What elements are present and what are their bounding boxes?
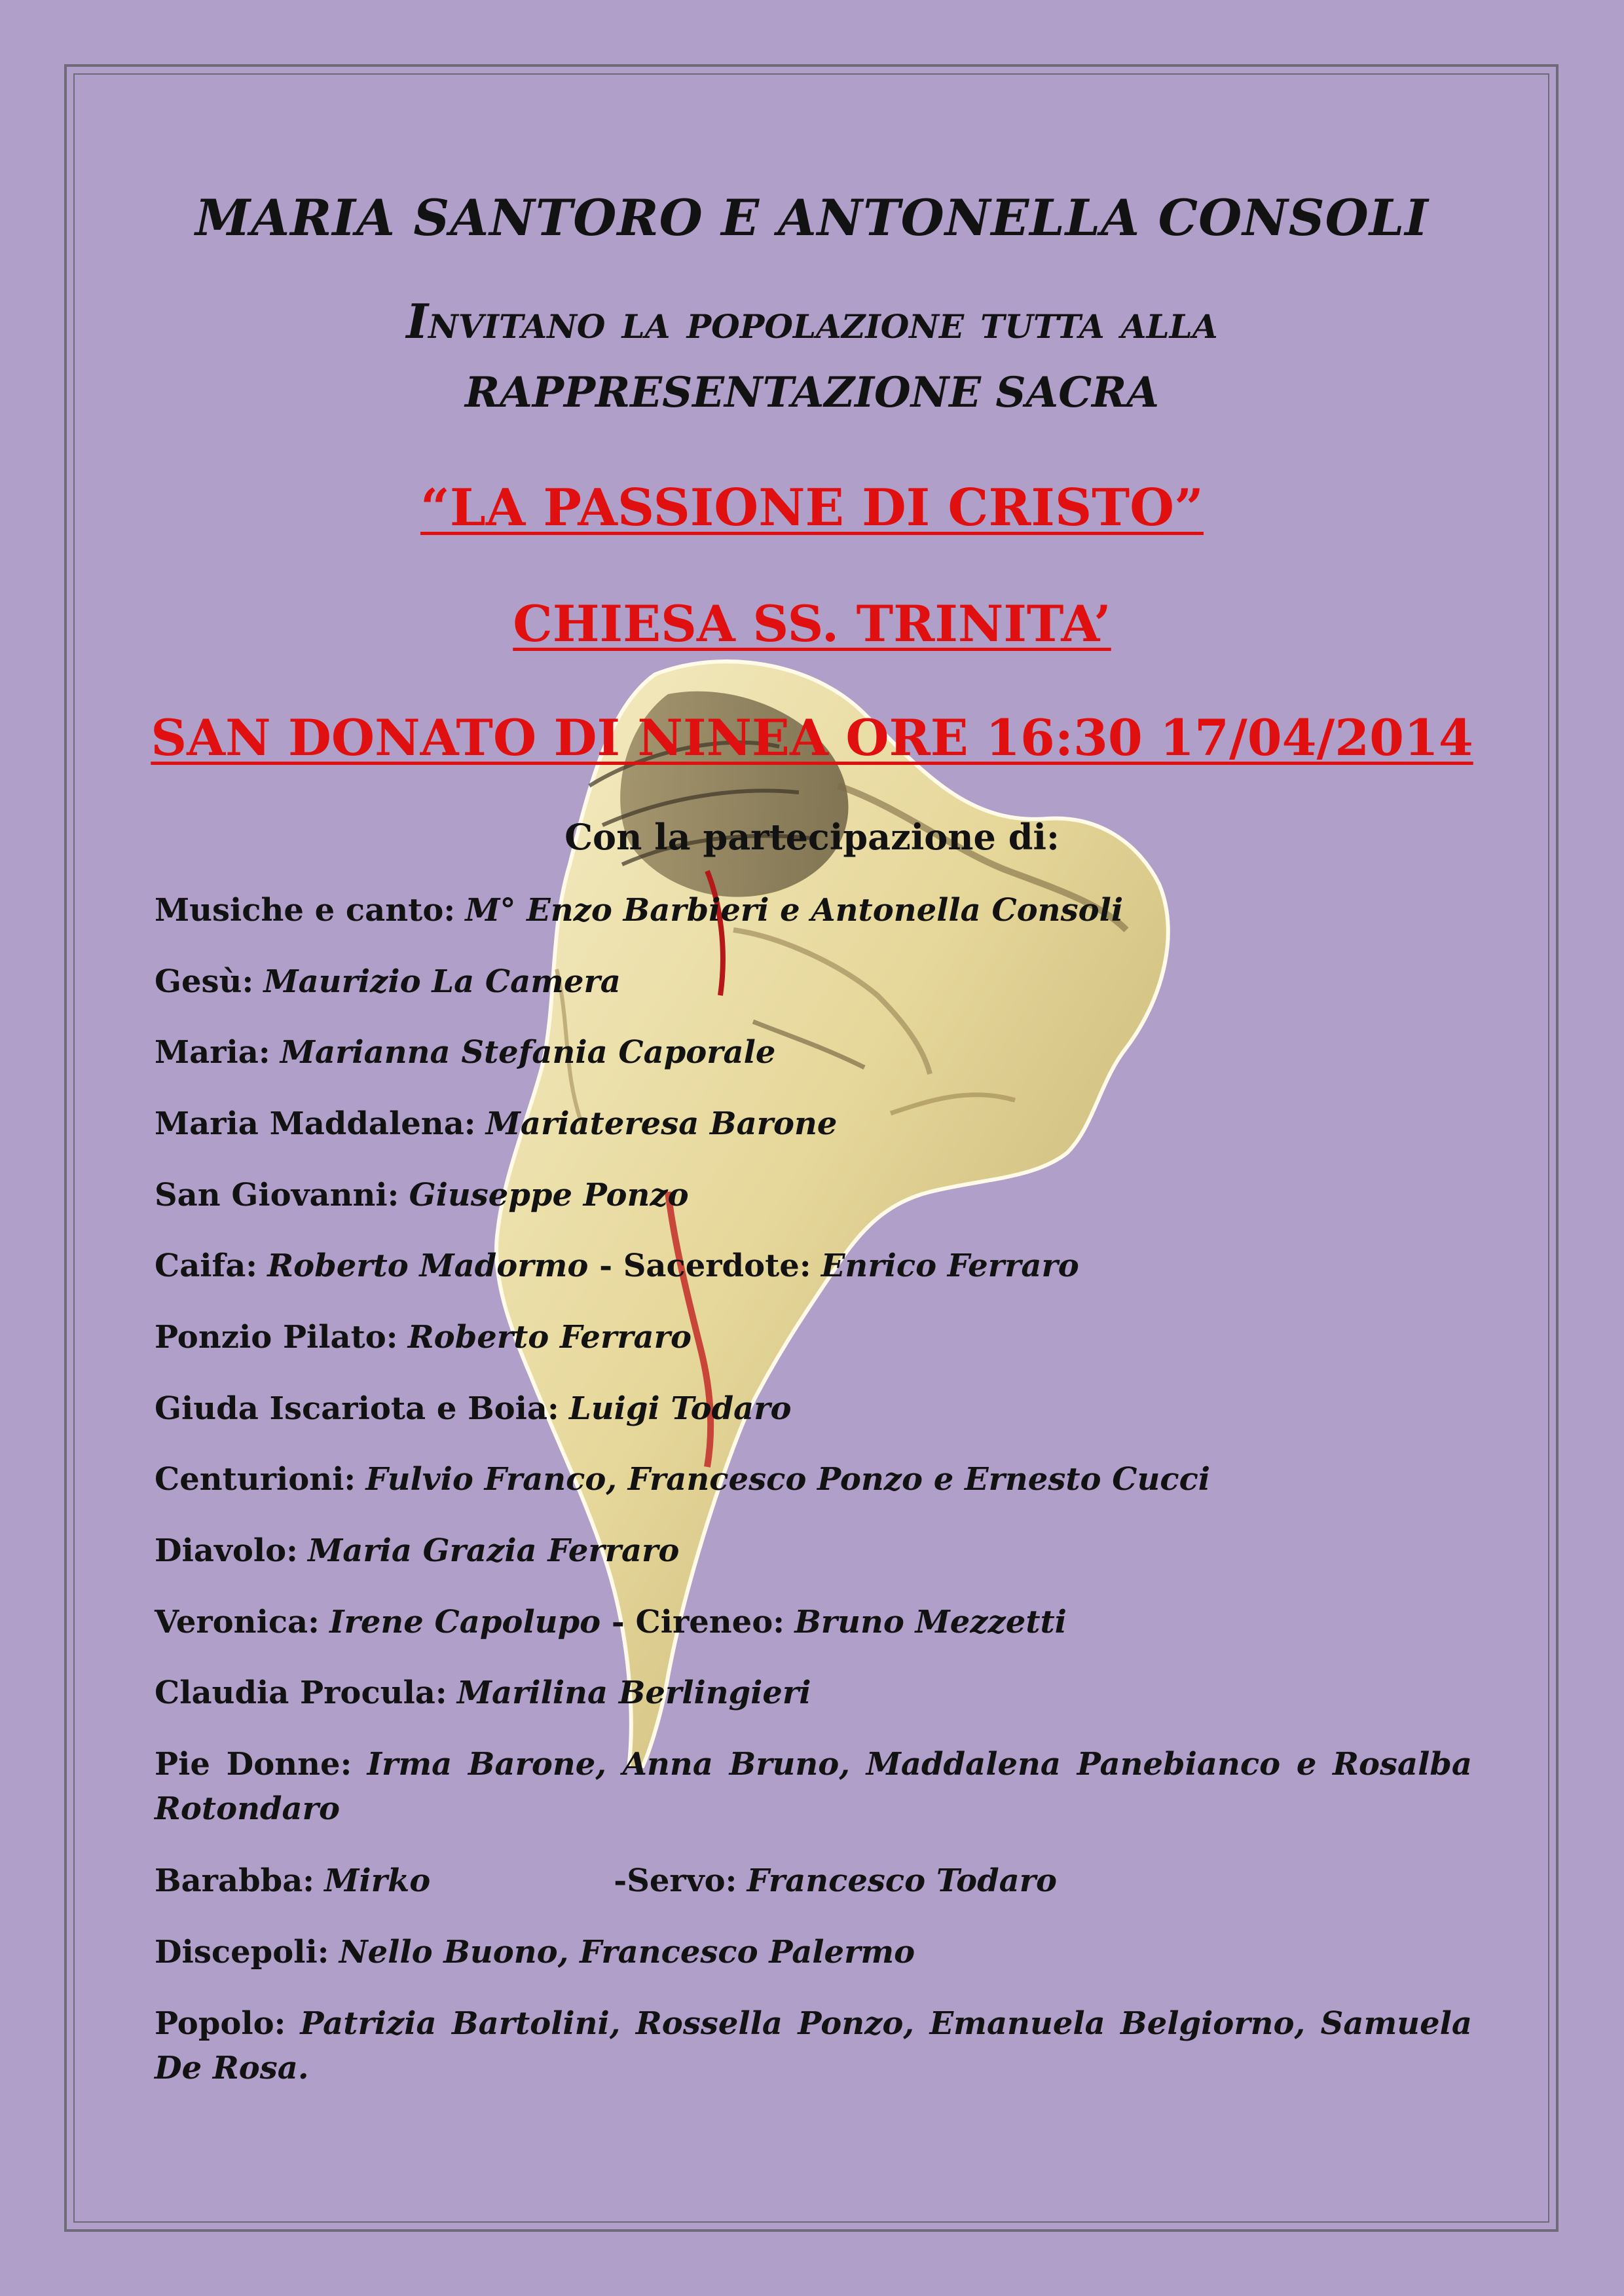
cast-item: [155, 1315, 1472, 1360]
cast-role: Maria:: [155, 1034, 270, 1071]
cast-name-secondary: Enrico Ferraro: [821, 1248, 1079, 1284]
cast-role: Popolo:: [155, 2005, 286, 2042]
cast-name: Maurizio La Camera: [263, 963, 621, 1000]
cast-item: [155, 1030, 1472, 1075]
cast-item: [155, 1102, 1472, 1146]
cast-item: [155, 1930, 1472, 1974]
cast-role: Discepoli:: [155, 1934, 329, 1971]
cast-role: Barabba:: [155, 1862, 315, 1899]
cast-name: Irma Barone, Anna Bruno, Maddalena Panebianco e Rosalba Rotondaro: [155, 1746, 1473, 1827]
cast-role: Centurioni:: [155, 1461, 356, 1498]
cast-item: [155, 1859, 1472, 1903]
cast-name: Roberto Madormo: [267, 1248, 589, 1284]
cast-name: Irene Capolupo: [329, 1604, 601, 1640]
cast-separator: -: [588, 1248, 623, 1284]
cast-role-secondary: Cireneo:: [635, 1604, 784, 1640]
cast-name-secondary: Francesco Todaro: [747, 1862, 1058, 1899]
invitation-line: Invitano la popolazione tutta alla: [406, 293, 1218, 349]
cast-item: [155, 1671, 1472, 1715]
event-venue: CHIESA SS. TRINITA’: [513, 595, 1111, 653]
cast-item: [155, 959, 1472, 1004]
cast-name: Roberto Ferraro: [407, 1319, 692, 1356]
cast-name: Luigi Todaro: [568, 1390, 792, 1427]
event-title: “LA PASSIONE DI CRISTO”: [420, 478, 1204, 538]
cast-name: Maria Grazia Ferraro: [308, 1532, 680, 1569]
cast-item: [155, 1528, 1472, 1573]
cast-role: Veronica:: [155, 1604, 320, 1640]
cast-item: [155, 1244, 1472, 1288]
cast-name: Patrizia Bartolini, Rossella Ponzo, Emanuela Belgiorno, Samuela De Rosa.: [155, 2005, 1473, 2086]
cast-item: [155, 1173, 1472, 1217]
cast-name: M° Enzo Barbieri e Antonella Consoli: [465, 892, 1124, 929]
cast-item: [155, 1600, 1472, 1644]
cast-role: Musiche e canto:: [155, 892, 456, 929]
cast-name: Mirko: [324, 1862, 431, 1899]
organizers-line: MARIA SANTORO E ANTONELLA CONSOLI: [195, 189, 1429, 247]
cast-role: San Giovanni:: [155, 1177, 399, 1213]
cast-role: Giuda Iscariota e Boia:: [155, 1390, 559, 1427]
event-place-time: SAN DONATO DI NINEA ORE 16:30 17/04/2014: [151, 709, 1473, 767]
participation-intro: Con la partecipazione di:: [564, 816, 1060, 858]
cast-role: Maria Maddalena:: [155, 1105, 476, 1142]
cast-role-secondary: Sacerdote:: [623, 1248, 811, 1284]
cast-name: Marianna Stefania Caporale: [280, 1034, 776, 1071]
cast-item: [155, 1386, 1472, 1431]
cast-item: [155, 1742, 1472, 1831]
cast-separator: -: [600, 1604, 636, 1640]
cast-item: [155, 2001, 1472, 2090]
cast-item: [155, 888, 1472, 933]
cast-name: Nello Buono, Francesco Palermo: [339, 1934, 915, 1971]
representation-line: RAPPRESENTAZIONE SACRA: [465, 368, 1159, 417]
cast-role: Gesù:: [155, 963, 254, 1000]
cast-role: Diavolo:: [155, 1532, 298, 1569]
cast-name: Giuseppe Ponzo: [409, 1177, 689, 1213]
cast-role: Claudia Procula:: [155, 1675, 447, 1711]
cast-role: Caifa:: [155, 1248, 258, 1284]
cast-item: [155, 1457, 1472, 1502]
cast-name: Mariateresa Barone: [485, 1105, 838, 1142]
cast-name-secondary: Bruno Mezzetti: [794, 1604, 1067, 1640]
cast-role: Pie Donne:: [155, 1746, 352, 1783]
cast-role-secondary: Servo:: [627, 1862, 737, 1899]
cast-name: Marilina Berlingieri: [456, 1675, 811, 1711]
cast-role: Ponzio Pilato:: [155, 1319, 398, 1356]
cast-name: Fulvio Franco, Francesco Ponzo e Ernesto Cucci: [365, 1461, 1211, 1498]
cast-separator: -: [614, 1862, 627, 1899]
